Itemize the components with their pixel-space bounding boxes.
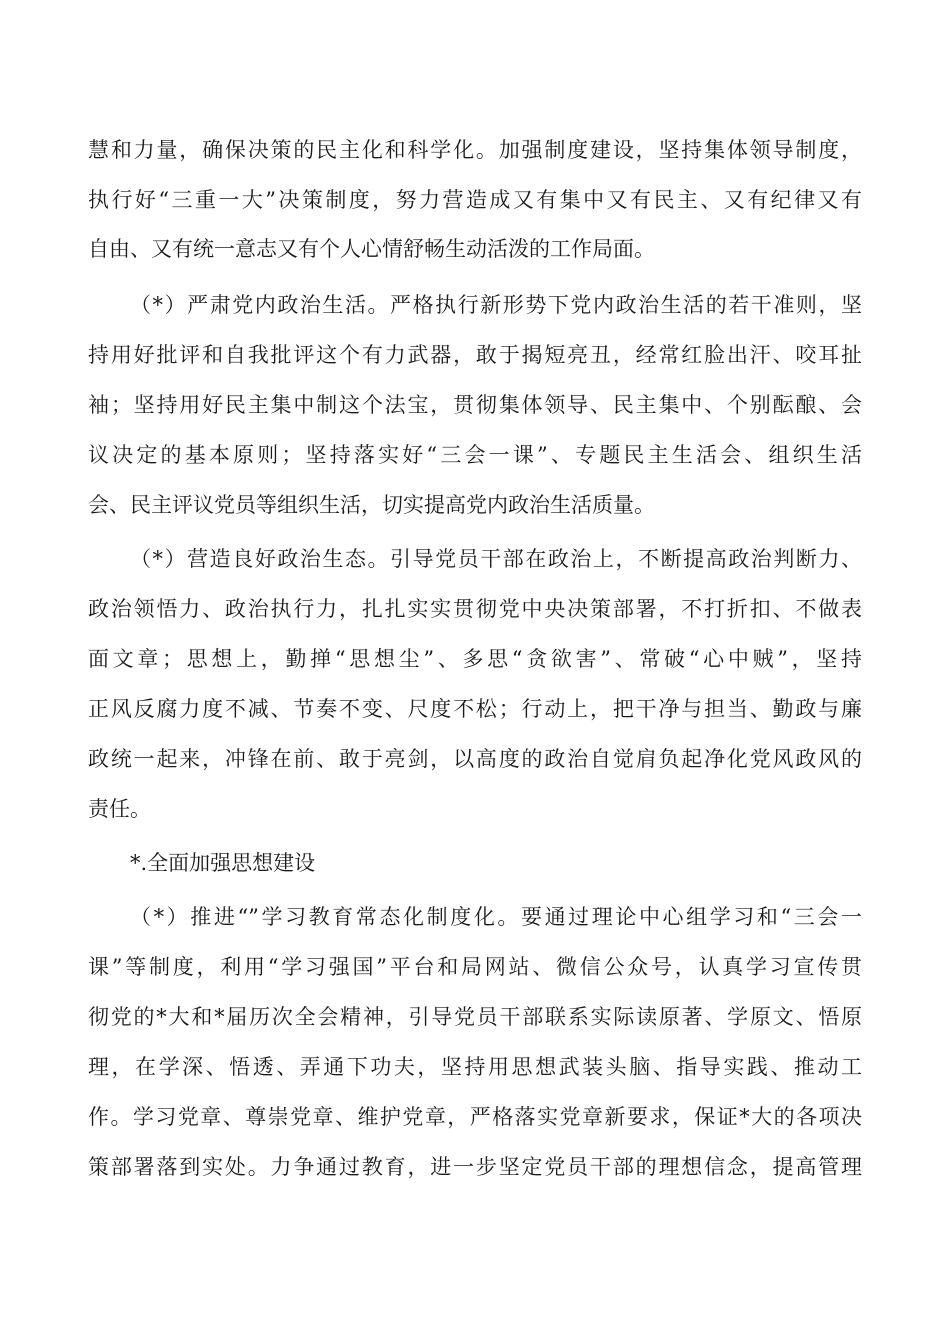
text-line: 政治领悟力、政治执行力，扎扎实实贯彻党中央决策部署，不打折扣、不做表 <box>88 597 862 621</box>
text-line: 自由、又有统一意志又有个人心情舒畅生动活泼的工作局面。 <box>88 237 655 261</box>
text-line: 慧和力量，确保决策的民主化和科学化。加强制度建设，坚持集体领导制度， <box>88 138 862 162</box>
section-heading: *.全面加强思想建设 <box>130 851 316 875</box>
text-line: 彻党的*大和*届历次全会精神，引导党员干部联系实际读原著、学原文、悟原 <box>88 1005 862 1029</box>
text-line: 策部署落到实处。力争通过教育，进一步坚定党员干部的理想信念，提高管理 <box>88 1155 862 1179</box>
text-line: 面文章；思想上，勤掸“思想尘”、多思“贪欲害”、常破“心中贼”，坚持 <box>88 647 862 671</box>
text-line: 责任。 <box>88 797 151 821</box>
text-line: 作。学习党章、尊崇党章、维护党章，严格落实党章新要求，保证*大的各项决 <box>88 1105 862 1129</box>
paragraph-first-line: （*）营造良好政治生态。引导党员干部在政治上，不断提高政治判断力、 <box>130 547 862 571</box>
text-line: 持用好批评和自我批评这个有力武器，敢于揭短亮丑，经常红脸出汗、咬耳扯 <box>88 343 862 367</box>
text-line: 课”等制度，利用“学习强国”平台和局网站、微信公众号，认真学习宣传贯 <box>88 955 862 979</box>
text-line: 议决定的基本原则；坚持落实好“三会一课”、专题民主生活会、组织生活 <box>88 443 862 467</box>
text-line: 正风反腐力度不减、节奏不变、尺度不松；行动上，把干净与担当、勤政与廉 <box>88 697 862 721</box>
text-line: 执行好“三重一大”决策制度，努力营造成又有集中又有民主、又有纪律又有 <box>88 188 862 212</box>
paragraph-first-line: （*）严肃党内政治生活。严格执行新形势下党内政治生活的若干准则，坚 <box>130 293 862 317</box>
text-line: 理，在学深、悟透、弄通下功夫，坚持用思想武装头脑、指导实践、推动工 <box>88 1055 862 1079</box>
text-line: 袖；坚持用好民主集中制这个法宝，贯彻集体领导、民主集中、个别酝酿、会 <box>88 393 862 417</box>
paragraph-first-line: （*）推进“”学习教育常态化制度化。要通过理论中心组学习和“三会一 <box>130 905 862 929</box>
text-line: 会、民主评议党员等组织生活，切实提高党内政治生活质量。 <box>88 493 655 517</box>
text-line: 政统一起来，冲锋在前、敢于亮剑，以高度的政治自觉肩负起净化党风政风的 <box>88 747 862 771</box>
